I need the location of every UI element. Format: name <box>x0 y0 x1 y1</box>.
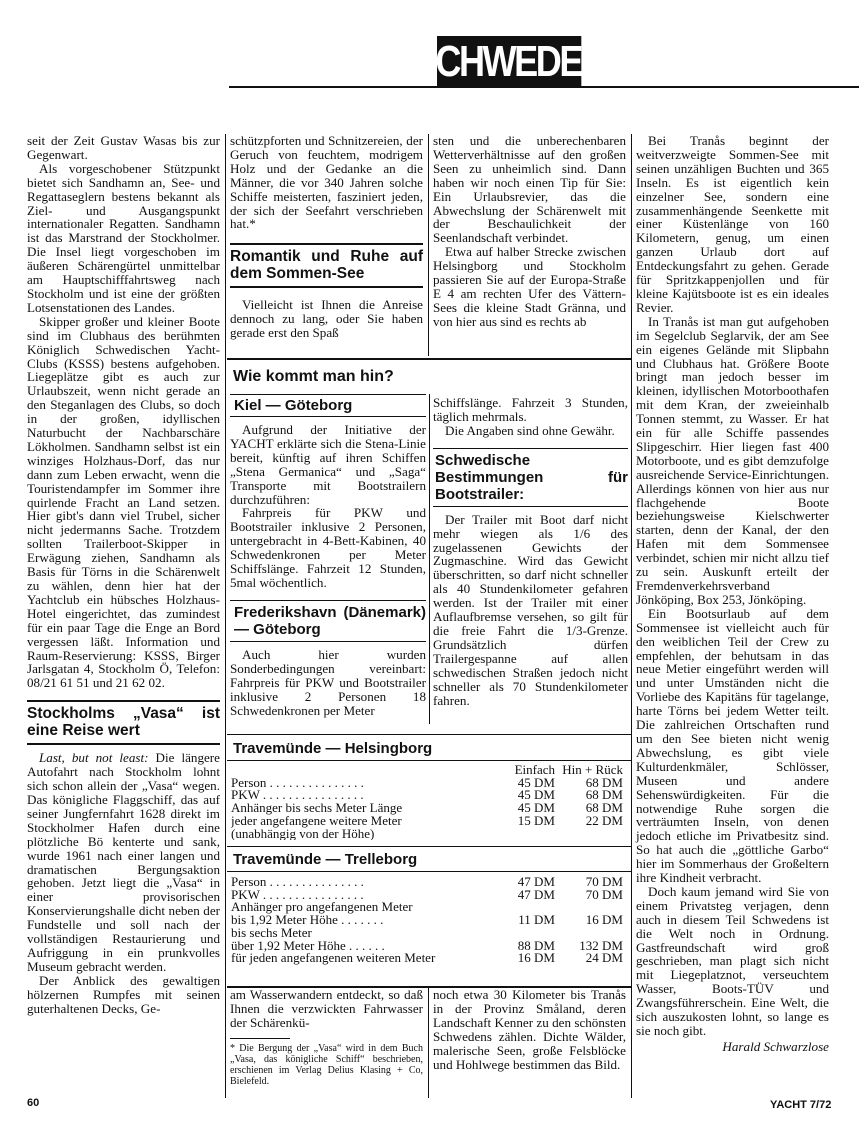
column-rule <box>429 394 430 724</box>
kiel-heading: Kiel — Göteborg <box>230 394 426 417</box>
rule <box>227 846 631 847</box>
column-2-bottom <box>230 988 423 1087</box>
bestimmungen-heading: Schwedische Bestimmungen für Bootstrailer: <box>433 448 628 507</box>
table-row: Person . . . . . . . . . . . . . . . 47 DM 70 DM <box>231 874 623 889</box>
paragraph: Schiffslänge. Fahrzeit 3 Stunden, täglich mehrmals. <box>433 395 628 424</box>
box-left-column <box>230 394 426 717</box>
column-3-bottom <box>433 988 626 1071</box>
info-box <box>227 358 631 988</box>
paragraph: Auch hier wurden Sonderbedingungen vereinbart: Fahrpreis für PKW und Bootstrailer inklusive 2 Personen 18 Schwedenkronen per Meter <box>230 646 426 718</box>
table-row: über 1,92 Meter Höhe . . . . . . 88 DM 132 DM <box>231 937 623 953</box>
table-row: für jeden angefangenen weiteren Meter 16 DM 24 DM <box>231 950 623 966</box>
column-2-top <box>230 134 423 340</box>
paragraph: Der Anblick des gewaltigen hölzernen Rumpfes mit seinen guterhaltenen Decks, Ge- <box>27 972 220 1016</box>
table-row: (unabhängig von der Höhe) <box>231 827 375 841</box>
table-row: jeder angefangene weitere Meter 15 DM 22 DM <box>231 812 623 828</box>
box-right-column <box>433 396 628 707</box>
paragraph: am Wasserwandern entdeckt, so daß Ihnen die verzwickten Fahrwasser der Schärenkü- <box>230 987 423 1030</box>
paragraph: Doch kaum jemand wird Sie von einem Privatsteg verjagen, denn auch in diesem Teil Schwedens ist die Welt noch in Ordnung. Gastfreundschaft wird groß geschrieben, man plagt sich nicht mit Liegeplatznot, verseuchtem Wasser, Boots-TÜV und Zwangsführerschein. Eine Welt, die sich auszukosten lohnt, so lange es sie noch gibt. <box>636 883 829 1038</box>
column-rule <box>631 134 632 1098</box>
paragraph: Fahrpreis für PKW und Bootstrailer inklusive 2 Personen, untergebracht in 4-Bett-Kabinen, 40 Schwedenkronen per Meter Schiffslänge. Fahrzeit 12 Stunden, 5mal wöchentlich. <box>230 505 426 590</box>
column-1 <box>27 134 220 1015</box>
frederikshavn-heading: Frederikshavn (Dänemark) — Göteborg <box>230 600 426 642</box>
table-row: PKW . . . . . . . . . . . . . . . . 45 DM 68 DM <box>231 787 623 803</box>
column-header: Hin + Rück <box>562 762 623 777</box>
paragraph: Bei Tranås beginnt der weitverzweigte Sommen-See mit seinen unzähligen Buchten und 365 Inseln. Es ist eigentlich kein einzelner See, sondern eine zusammenhängende Seenkette mit einer Küstenlänge von 160 Kilometern, genug, um einen ganzen Urlaub dort auf Entdeckungsfahrt zu gehen. Gerade für Spritzkappenjollen und für kleine Kajütsboote ist es ein ideales Revier. <box>636 133 829 315</box>
table-row: Anhänger bis sechs Meter Länge 45 DM 68 DM <box>231 800 623 816</box>
fare-table-trelleborg <box>231 876 623 965</box>
paragraph: schützpforten und Schnitzereien, der Geruch von feuchtem, modrigem Holz und der Gedanke an die Männer, die vor 340 Jahren solche Schiffe meisterten, fasziniert jeden, der sich der Seefahrt verschrieben hat.* <box>230 133 423 232</box>
paragraph: In Tranås ist man gut aufgehoben im Segelclub Seglarvik, der am See ein eigenes Gelände mit Slipbahn und Clubhaus hat. Größere Boote bringt man jedoch besser im kleinen, idyllischen Motorboothafen mit dem Kran, der zweieinhalb Tonnen stemmt, zu Wasser. Er hat ein für alle Schiffe passendes Slipgeschirr. Hier liegen fast 400 Motorboote, und es gibt demzufolge ausreichende Service-Einrichtungen. Allerdings können von hier aus nur flachgehende Boote beziehungsweise Kielschwerter starten, denn der Kanal, der den Hafen mit dem Sommensee verbindet, schien mir nicht allzu tief zu sein. Auskunft erteilt der Fremdenverkehrsverband Jönköping, Box 253, Jönköping. <box>636 313 829 607</box>
fare-table-helsingborg <box>231 764 623 840</box>
rule <box>227 871 631 872</box>
table-row: bis 1,92 Meter Höhe . . . . . . . 11 DM 16 DM <box>231 912 623 928</box>
info-box-title: Wie kommt man hin? <box>233 368 394 385</box>
table-row: bis sechs Meter <box>231 926 312 940</box>
column-3-top <box>433 134 626 329</box>
paragraph: seit der Zeit Gustav Wasas bis zur Gegenwart. <box>27 133 220 162</box>
top-rule <box>229 86 859 88</box>
paragraph: noch etwa 30 Kilometer bis Tranås in der Provinz Småland, deren Landschaft Kenner zu den schönsten Schwedens zählen. Dichte Wälder, malerische Seen, große Felsblöcke und Hohlwege bestimmen das Bild. <box>433 987 626 1072</box>
magazine-issue: YACHT 7/72 <box>770 1099 832 1111</box>
column-header: Einfach <box>514 762 555 777</box>
section-masthead: SCHWEDEN <box>413 37 605 86</box>
paragraph: Als vorgeschobener Stützpunkt bietet sich Sandhamn an, See- und Regattaseglern bestens bekannt als Ziel- und Ausgangspunkt internationaler Regatten. Sandhamn ist das Marstrand der Stockholmer. Die Insel liegt vorgeschoben im äußeren Schärengürtel unmittelbar am Hauptschifffahrtsweg nach Stockholm und ist eine der größten Lotsenstationen des Landes. <box>27 160 220 315</box>
paragraph: Die Angaben sind ohne Gewähr. <box>445 422 615 438</box>
vasa-heading: Stockholms „Vasa“ ist eine Reise wert <box>27 700 220 745</box>
author-byline: Harald Schwarzlose <box>722 1038 829 1054</box>
table-row: Anhänger pro angefangenen Meter <box>231 901 413 915</box>
rule <box>227 760 631 761</box>
column-4 <box>636 134 829 1054</box>
table-row: PKW . . . . . . . . . . . . . . . . 47 DM 70 DM <box>231 886 623 902</box>
paragraph: Aufgrund der Initiative der YACHT erklärte sich die Stena-Linie bereit, künftig auf ihren Schiffen „Stena Germanica“ und „Saga“ Transporte mit Bootstrailern durchzuführen: <box>230 422 426 507</box>
paragraph: sten und die unberechenbaren Wetterverhältnisse auf den großen Seen zu unheimlich sind. Dann haben wir noch einen Tip für Sie: Ein Urlaubsrevier, das die Abwechslung der Schärenwelt mit der Beschaulichkeit der Seenlandschaft verbindet. <box>433 133 626 246</box>
footnote: * Die Bergung der „Vasa“ wird in dem Buch „Vasa, das königliche Schiff“ beschrieben, erschienen im Verlag Delius Klasing + Co, Bielefeld. <box>230 1042 423 1087</box>
page-number: 60 <box>27 1097 40 1109</box>
travemuende-trelleborg-heading: Travemünde — Trelleborg <box>233 851 418 868</box>
romantik-heading: Romantik und Ruhe auf dem Sommen-See <box>230 243 423 288</box>
column-rule <box>428 134 429 356</box>
column-rule <box>225 134 226 1098</box>
rule <box>227 734 631 735</box>
footnote-rule <box>230 1038 290 1039</box>
column-rule <box>428 988 429 1098</box>
table-row: Person . . . . . . . . . . . . . . . 45 DM 68 DM <box>231 774 623 790</box>
paragraph: Skipper großer und kleiner Boote sind im Clubhaus des berühmten Königlich Schwedischen Yacht-Clubs (KSSS) bestens aufgehoben. Liegeplätze gibt es auch zur Urlaubszeit, wenn nicht gerade an den Steganlagen des Clubs, so doch in der großen, idyllischen Naturbucht der Nachbarschäre Lökholmen. Sandhamn selbst ist ein winziges Holzhaus-Dorf, das nur dann zum Leben erwacht, wenn die Touristendampfer im Sommer ihre quirlende Fracht an Land setzen. Hier gibt's dann viel Trubel, sicher nicht jedermanns Sache. Trotzdem sollten Trailerboot-Skipper in Erwägung ziehen, Sandhamn als Basis für Törns in die Schärenwelt zu wählen, denn hier hat der Yachtclub ein hübsches Holzhaus-Hotel eingerichtet, das zumindest für ein paar Tage die Enge an Bord vergessen läßt. Information und Raum-Reservierung: KSSS, Birger Jarlsgatan 4, Stockholm Ö, Telefon: 08/21 61 51 und 21 62 02. <box>27 313 220 691</box>
paragraph: Der Trailer mit Boot darf nicht mehr wiegen als 1/6 des zugelassenen Gewichts der Zugmaschine. Wird das Gewicht überschritten, so darf nicht schneller als 40 Stundenkilometer gefahren werden. Ist der Trailer mit einer Auflaufbremse versehen, so gilt für die freie Fahrt die 1/3-Grenze. Grundsätzlich dürfen Trailergespanne auf allen schwedischen Straßen jedoch nicht schneller als 70 Stundenkilometer fahren. <box>433 511 628 708</box>
vasa-lead: Last, but not least: <box>39 750 149 766</box>
paragraph: Vielleicht ist Ihnen die Anreise dennoch zu lang, oder Sie haben gerade erst den Spaß <box>230 297 423 341</box>
paragraph: Etwa auf halber Strecke zwischen Helsingborg und Stockholm passieren Sie auf der Europa-Straße E 4 am rechten Ufer des Vättern-Sees die kleine Stadt Gränna, und von hier aus sind es rechts ab <box>433 244 626 329</box>
paragraph: Ein Bootsurlaub auf dem Sommensee ist vielleicht auch für den weiblichen Teil der Crew zu empfehlen, der behutsam in das neue Metier eingeführt werden will und unter Umständen nicht die Vorliebe des Kapitäns für tagelange, harte Törns bei jedem Wetter teilt. Die zahlreichen Ortschaften rund um den See bieten nicht wenig Abwechslung, es gibt viele Kulturdenkmäler, Schlösser, Museen und andere Sehenswürdigkeiten. Für die notwendige Ruhe sorgen die verträumten Inseln, von denen jedoch etliche im Privatbesitz sind. So hat auch die „göttliche Garbo“ hier im Sommerhaus der Großeltern ihre Kindheit verbracht. <box>636 605 829 886</box>
paragraph: Die längere Autofahrt nach Stockholm lohnt sich schon allein der „Vasa“ wegen. Das königliche Flaggschiff, das auf seiner Jungfernfahrt 1628 direkt im Stockholmer Hafen durch eine plötzliche Bö kenterte und sank, wurde 1961 nach einer langen und dramatischen Bergungsaktion gehoben. Jetzt liegt die „Vasa“ in einer provisorischen Konservierungshalle dicht neben der Fundstelle und soll nach der vollständigen Restaurierung und Aufriggung in ein prunkvolles Museum gebracht werden. <box>27 750 220 974</box>
travemuende-helsingborg-heading: Travemünde — Helsingborg <box>233 740 433 757</box>
